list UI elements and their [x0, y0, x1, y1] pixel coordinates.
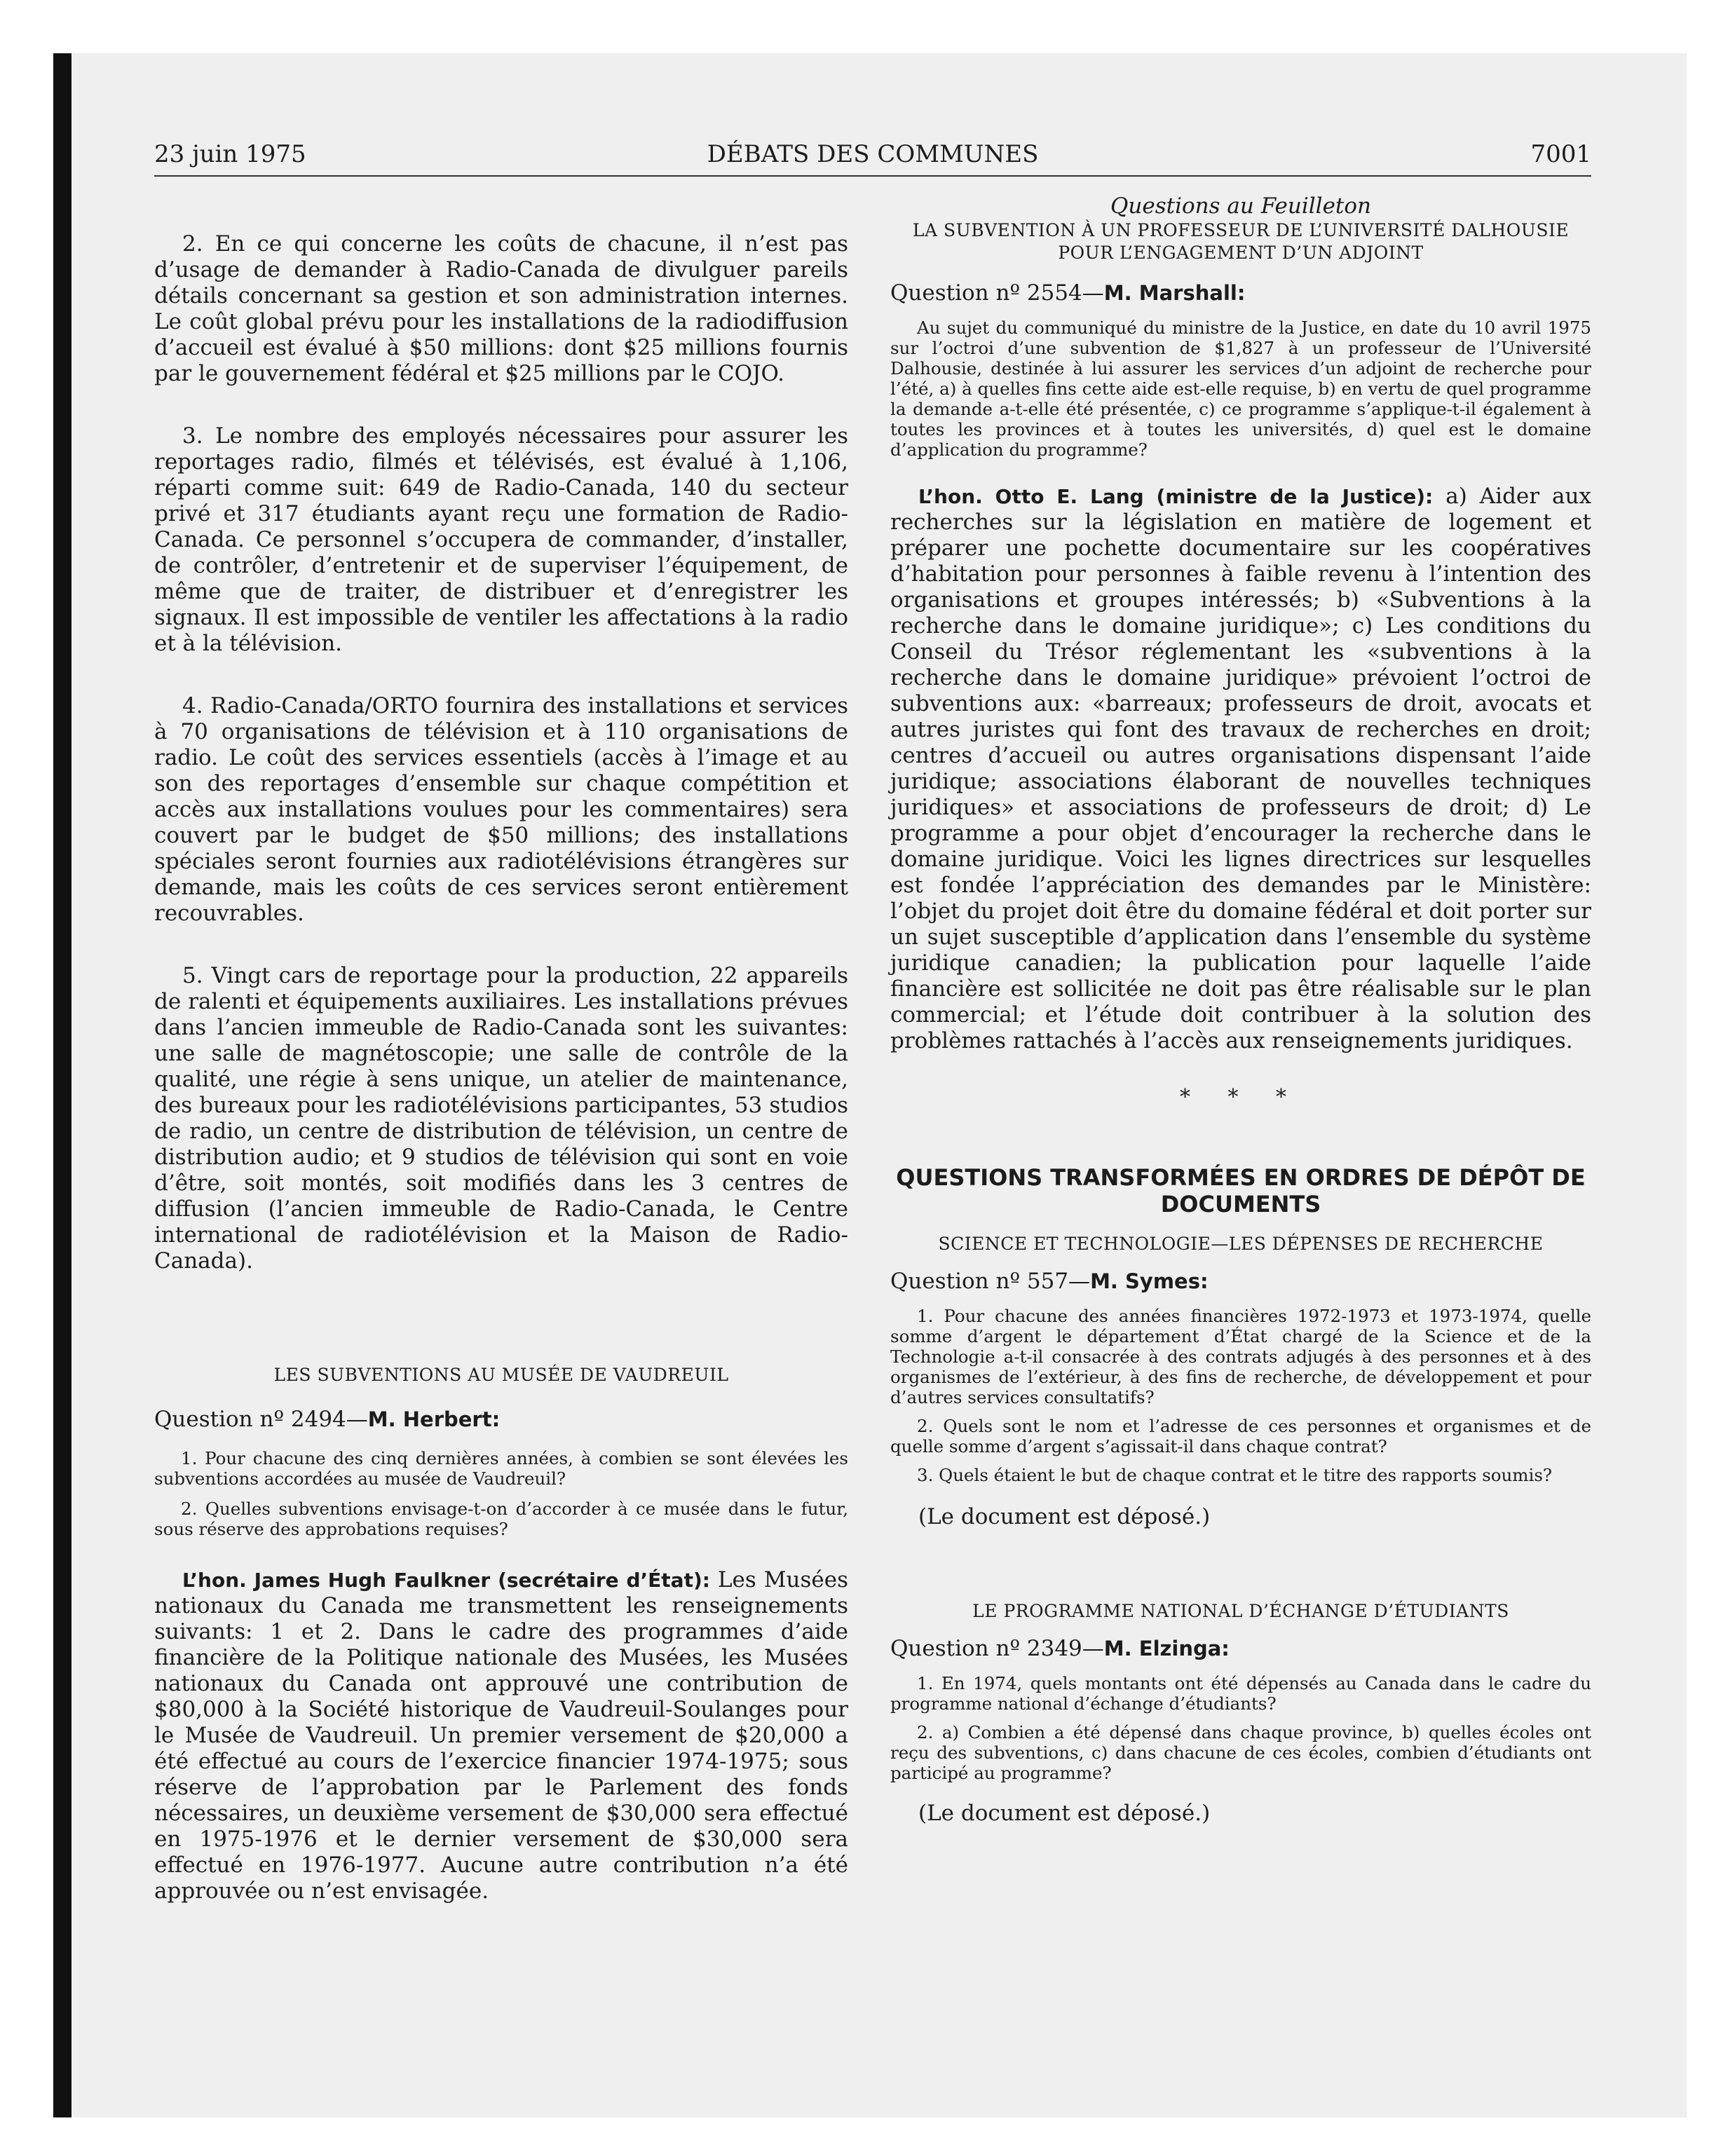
main-heading: QUESTIONS TRANSFORMÉES EN ORDRES DE DÉPÔT DE DOCUMENTS	[896, 1164, 1586, 1217]
paragraph: 3. Le nombre des employés nécessaires pour assurer les reportages radio, filmés et télévisés, est évalué à 1,106, réparti comme suit: 649 de Radio-Canada, 140 du secteur privé et 317 étudiants ayant reçu une formation de Radio-Canada. Ce personnel s’occupera de commander, d’installer, de contrôler, d’entretenir et de superviser l’équipement, de même que de traiter, de distribuer et d’enregistrer les signaux. Il est impossible de ventiler les affectations à la radio et à la télévision.	[154, 423, 848, 656]
document-tabled: (Le document est déposé.)	[918, 1504, 1211, 1529]
header-rule	[154, 175, 1591, 177]
question-item: 2. Quels sont le nom et l’adresse de ces personnes et organismes et de quelle somme d’argent s’agissait-il dans chaque contrat?	[890, 1416, 1591, 1456]
header-title: DÉBATS DES COMMUNES	[707, 140, 1039, 168]
question-line	[890, 1268, 1591, 1295]
page-header	[154, 140, 1591, 174]
section-heading: LE PROGRAMME NATIONAL D’ÉCHANGE D’ÉTUDIANTS	[972, 1601, 1509, 1621]
question-line	[154, 1406, 848, 1433]
separator: * * *	[1179, 1085, 1302, 1110]
question-number: Question nº 2494—	[154, 1407, 368, 1432]
paragraph: 4. Radio-Canada/ORTO fournira des installations et services à 70 organisations de télévision et à 110 organisations de radio. Le coût des services essentiels (accès à l’image et au son des reportages d’ensemble sur chaque compétition et accès aux installations voulues pour les commentaires) sera couvert par le budget de $50 millions; des installations spéciales seront fournies aux radiotélévisions étrangères sur demande, mais les coûts de ces services seront entièrement recouvrables.	[154, 693, 848, 926]
question-line	[890, 1635, 1591, 1662]
document-tabled: (Le document est déposé.)	[918, 1801, 1211, 1826]
question-member: M. Symes:	[1090, 1269, 1209, 1293]
paragraph: 2. En ce qui concerne les coûts de chacune, il n’est pas d’usage de demander à Radio-Canada de divulguer pareils détails concernant sa gestion et son administration internes. Le coût global prévu pour les installations de la radiodiffusion d’accueil est évalué à $50 millions: dont $25 millions fournis par le gouvernement fédéral et $25 millions par le COJO.	[154, 231, 848, 386]
paragraph: 5. Vingt cars de reportage pour la production, 22 appareils de ralenti et équipements auxiliaires. Les installations prévues dans l’ancien immeuble de Radio-Canada sont les suivantes: une salle de magnétoscopie; une salle de contrôle de la qualité, une régie à sens unique, un atelier de maintenance, des bureaux pour les radiotélévisions participantes, 53 studios de radio, un centre de distribution de télévision, un centre de distribution audio; et 9 studios de télévision qui sont en voie d’être, soit montés, soit modifiés dans les 3 centres de diffusion (l’ancien immeuble de Radio-Canada, le Centre international de radiotélévision et la Maison de Radio-Canada).	[154, 963, 848, 1274]
right-column	[890, 193, 1591, 1827]
question-item: 2. Quelles subventions envisage-t-on d’accorder à ce musée dans le futur, sous réserve des approbations requises?	[154, 1499, 848, 1539]
question-member: M. Elzinga:	[1103, 1637, 1230, 1660]
question-item: 3. Quels étaient le but de chaque contrat et le titre des rapports soumis?	[917, 1465, 1553, 1485]
page-number: 7001	[1530, 140, 1591, 168]
answer	[154, 1567, 848, 1904]
answer-speaker: L’hon. James Hugh Faulkner (secrétaire d’État):	[182, 1569, 710, 1592]
header-date: 23 juin 1975	[154, 140, 306, 168]
question-item: 1. En 1974, quels montants ont été dépensés au Canada dans le cadre du programme national d’échange d’étudiants?	[890, 1673, 1591, 1714]
answer-speaker: L’hon. Otto E. Lang (ministre de la Justice):	[918, 485, 1434, 508]
question-item: 1. Pour chacune des cinq dernières années, à combien se sont élevées les subventions accordées au musée de Vaudreuil?	[154, 1448, 848, 1489]
question-number: Question nº 557—	[890, 1269, 1091, 1294]
answer	[890, 484, 1591, 1054]
scan-edge	[53, 53, 72, 2117]
section-heading: SCIENCE ET TECHNOLOGIE—LES DÉPENSES DE RECHERCHE	[938, 1234, 1544, 1254]
question-number: Question nº 2349—	[890, 1636, 1104, 1661]
question-member: M. Marshall:	[1103, 281, 1246, 305]
question-item: 2. a) Combien a été dépensé dans chaque province, b) quelles écoles ont reçu des subventions, c) dans chacune de ces écoles, combien d’étudiants ont participé au programme?	[890, 1722, 1591, 1783]
answer-text: a) Aider aux recherches sur la législation en matière de logement et préparer une pochette documentaire sur les coopératives d’habitation pour personnes à faible revenu à l’intention des organisations et groupes intéressés; b) «Subventions à la recherche dans le domaine juridique»; c) Les conditions du Conseil du Trésor réglementant les «subventions à la recherche dans le domaine juridique» prévoient l’octroi de subventions aux: «barreaux; professeurs de droit, avocats et autres juristes qui font des travaux de recherches en droit; centres d’accueil ou autres organisations dispensant l’aide juridique; associations élaborant de nouvelles techniques juridiques» et associations de professeurs de droit; d) Le programme a pour objet d’encourager la recherche dans le domaine juridique. Voici les lignes directrices sur lesquelles est fondée l’appréciation des demandes par le Ministère: l’objet du projet doit être du domaine fédéral et doit porter sur un sujet susceptible d’application dans l’ensemble du système juridique canadien; la publication pour laquelle l’aide financière est sollicitée ne doit pas être réalisable sur le plan commercial; et l’étude doit contribuer à la solution des problèmes rattachés à l’accès aux renseignements juridiques.	[890, 484, 1591, 1053]
question-line	[890, 280, 1591, 306]
question-item: 1. Pour chacune des années financières 1972-1973 et 1973-1974, quelle somme d’argent le département d’État chargé de la Science et de la Technologie a-t-il consacrée à des contrats adjugés à des personnes et à des organismes de l’extérieur, à des fins de recherche, de développement et pour d’autres services consultatifs?	[890, 1306, 1591, 1407]
left-column	[154, 231, 848, 1904]
section-heading: LA SUBVENTION À UN PROFESSEUR DE L’UNIVERSITÉ DALHOUSIE POUR L’ENGAGEMENT D’UN ADJOINT	[912, 220, 1570, 263]
question-member: M. Herbert:	[367, 1407, 501, 1431]
question-number: Question nº 2554—	[890, 280, 1104, 306]
section-heading: LES SUBVENTIONS AU MUSÉE DE VAUDREUIL	[273, 1365, 729, 1385]
question-text: Au sujet du communiqué du ministre de la Justice, en date du 10 avril 1975 sur l’octroi d’une subvention de $1,827 à un professeur de l’Université Dalhousie, destinée à lui assurer les services d’un adjoint de recherche pour l’été, a) à quelles fins cette aide est-elle requise, b) en vertu de quel programme la demande a-t-elle été présentée, c) ce programme s’applique-t-il également à toutes les provinces et à toutes les universités, d) quel est le domaine d’application du programme?	[890, 318, 1591, 460]
answer-text: Les Musées nationaux du Canada me transmettent les renseignements suivants: 1 et 2. Dans le cadre des programmes d’aide financière de la Politique nationale des Musées, les Musées nationaux du Canada ont approuvé une contribution de $80,000 à la Société historique de Vaudreuil-Soulanges pour le Musée de Vaudreuil. Un premier versement de $20,000 a été effectué au cours de l’exercice financier 1974-1975; sous réserve de l’approbation par le Parlement des fonds nécessaires, un deuxième versement de $30,000 sera effectué en 1975-1976 et le dernier versement de $30,000 sera effectué en 1976-1977. Aucune autre contribution n’a été approuvée ou n’est envisagée.	[154, 1567, 849, 1904]
section-title: Questions au Feuilleton	[1110, 193, 1371, 219]
